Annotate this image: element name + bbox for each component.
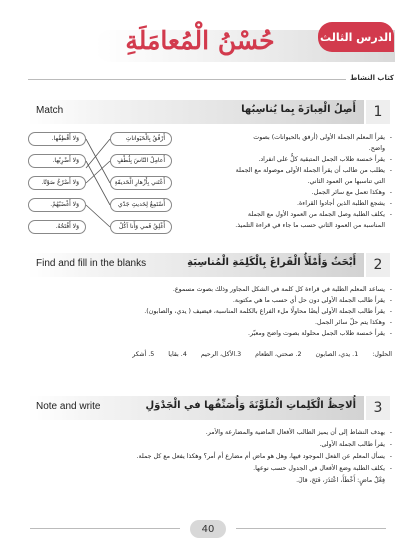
instruction-item: واضح. bbox=[368, 145, 385, 152]
page-number: 40 bbox=[190, 520, 226, 538]
match-left-column bbox=[28, 132, 86, 242]
match-exercise bbox=[28, 130, 168, 248]
match-right-box[interactable]: أَعْتَني بِأَزْهارِ الْحَديقَةِ bbox=[110, 176, 172, 190]
header-divider bbox=[28, 79, 346, 80]
match-left-box[interactable]: وَلا أَفْتَحُهُ. bbox=[28, 220, 86, 234]
answer-item: 4. بقايا bbox=[168, 351, 187, 358]
footer-line-right bbox=[236, 528, 386, 529]
answer-item: 3.الأكل، الرحيم bbox=[200, 351, 242, 358]
instruction-item: التي تناسبها من العمود الثاني. bbox=[307, 178, 385, 185]
answer-item: 1. يدي، الصابون bbox=[315, 351, 359, 358]
section-3-number: 3 bbox=[364, 396, 390, 420]
instruction-item: - يقرأ خمسة طلاب الجمل محلولة بصوت واضح ومعبّر. bbox=[28, 328, 392, 339]
lesson-tab-label: الدرس الثالث bbox=[320, 30, 392, 44]
match-left-box[interactable]: وَلا أَقْطِفُها. bbox=[28, 132, 86, 146]
instruction-item: - يقرأ المعلم الجملة الأولى (أرفق بالحيوانات) بصوت bbox=[170, 132, 392, 143]
instruction-item: - يشجع الطلبة الذين أجادوا القراءة. bbox=[170, 198, 392, 209]
section-2-title: أَبْحَثُ وَأَمْلَأُ الْفَراغَ بِالْكَلِمَةِ الْمُناسِبَةِ bbox=[187, 257, 356, 268]
answer-item: 5. أشكر bbox=[132, 351, 155, 358]
answer-item: 2. صحتي، الطعام bbox=[255, 351, 302, 358]
section-2-title-en: Find and fill in the blanks bbox=[36, 258, 147, 269]
section-1-header bbox=[28, 100, 390, 124]
match-left-box[interactable]: وَلا أَضْرِبُها. bbox=[28, 154, 86, 168]
section-2-instructions bbox=[28, 284, 392, 339]
match-right-box[interactable]: أَرْفُقُ بِالْحَيَواناتِ bbox=[110, 132, 172, 146]
match-right-box[interactable]: أُغْلِقُ فَمي وَأَنا آكُلُ bbox=[110, 220, 172, 234]
instruction-item: - يقرأ طالب الجملة الأولى. bbox=[28, 439, 392, 451]
instruction-item: - يسأل المعلم عن الفعل الموجود فيها، وهل هو ماض أم مضارع أم أمر؟ وهكذا يفعل مع كل جملة. bbox=[28, 451, 392, 463]
section-3-title: أُلاحِظُ الْكَلِماتِ الْمُلَوَّنَةَ وَأُصَنِّفُها في الْجَدْوَلِ bbox=[145, 400, 356, 411]
instruction-item: - يكلف الطلبة وصل الجملة من العمود الأول مع الجملة bbox=[170, 209, 392, 220]
match-right-box[interactable]: أَسْتَمِعُ لِحَديثِ جَدّي bbox=[110, 198, 172, 212]
section-2-number: 2 bbox=[364, 253, 390, 277]
section-2-header bbox=[28, 253, 390, 277]
section-3-title-en: Note and write bbox=[36, 401, 101, 412]
match-left-box[interactable]: وَلا أَصْرُخُ صَوْتًا. bbox=[28, 176, 86, 190]
page-header bbox=[0, 0, 416, 88]
instruction-item: فِعْلٌ ماضٍ: أَخْطَأَ، اعْتَذَرَ، فَتَحَ، قالَ. bbox=[296, 477, 385, 484]
lesson-tab bbox=[318, 22, 394, 52]
instruction-item: - يطلب من طالب أن يقرأ الجملة الأولى موصولة مع الجملة bbox=[170, 165, 392, 176]
page-title: حُسْنُ الْمُعامَلَةِ bbox=[125, 26, 275, 55]
match-left-box[interactable]: وَلا أَغْضَبُهُمْ. bbox=[28, 198, 86, 212]
answers-label: الحلول: bbox=[372, 351, 392, 358]
footer-line-left bbox=[30, 528, 180, 529]
activity-book-label: كتاب النشاط bbox=[350, 74, 394, 82]
instruction-item: المناسبة من العمود الثاني حسب ما جاء في قراءة التلميذ. bbox=[235, 222, 385, 229]
instruction-item: - يساعد المعلم الطلبة في قراءة كل كلمة في الشكل المجاور وذلك بصوت مسموع. bbox=[28, 284, 392, 295]
section-2-answers bbox=[72, 351, 392, 358]
section-3-instructions bbox=[28, 427, 392, 487]
instruction-item: - يهدف النشاط إلى أن يميز الطالب الأفعال الماضية والمضارعة والأمر. bbox=[28, 427, 392, 439]
instruction-item: - يكلف الطلبة وضع الأفعال في الجدول حسب نوعها. bbox=[28, 463, 392, 475]
section-1-title-en: Match bbox=[36, 105, 64, 116]
match-right-column bbox=[110, 132, 172, 242]
instruction-item: - يقرأ خمسة طلاب الجمل المتبقية كلٌّ على انفراد. bbox=[170, 154, 392, 165]
section-3-header bbox=[28, 396, 390, 420]
match-right-box[interactable]: أُعامِلُ النّاسَ بِلُطْفٍ bbox=[110, 154, 172, 168]
instruction-item: - وهكذا يتم حلّ سائر الجمل. bbox=[28, 317, 392, 328]
section-1-title: أَصِلُ الْعِبارَةَ بِما يُناسِبُها bbox=[241, 104, 356, 115]
section-1-number: 1 bbox=[364, 100, 390, 124]
instruction-item: - وهكذا تعمل مع سائر الجمل. bbox=[170, 187, 392, 198]
instruction-item: - يقرأ طالب الجملة الأولى أيضًا محاولًا ملء الفراغ بالكلمة المناسبة، فيضيف ( يدي، والصابون). bbox=[28, 306, 392, 317]
section-1-instructions bbox=[170, 132, 392, 231]
instruction-item: - يقرأ طالب الجملة الأولى دون حل أي حسب ما هي مكتوبة. bbox=[28, 295, 392, 306]
